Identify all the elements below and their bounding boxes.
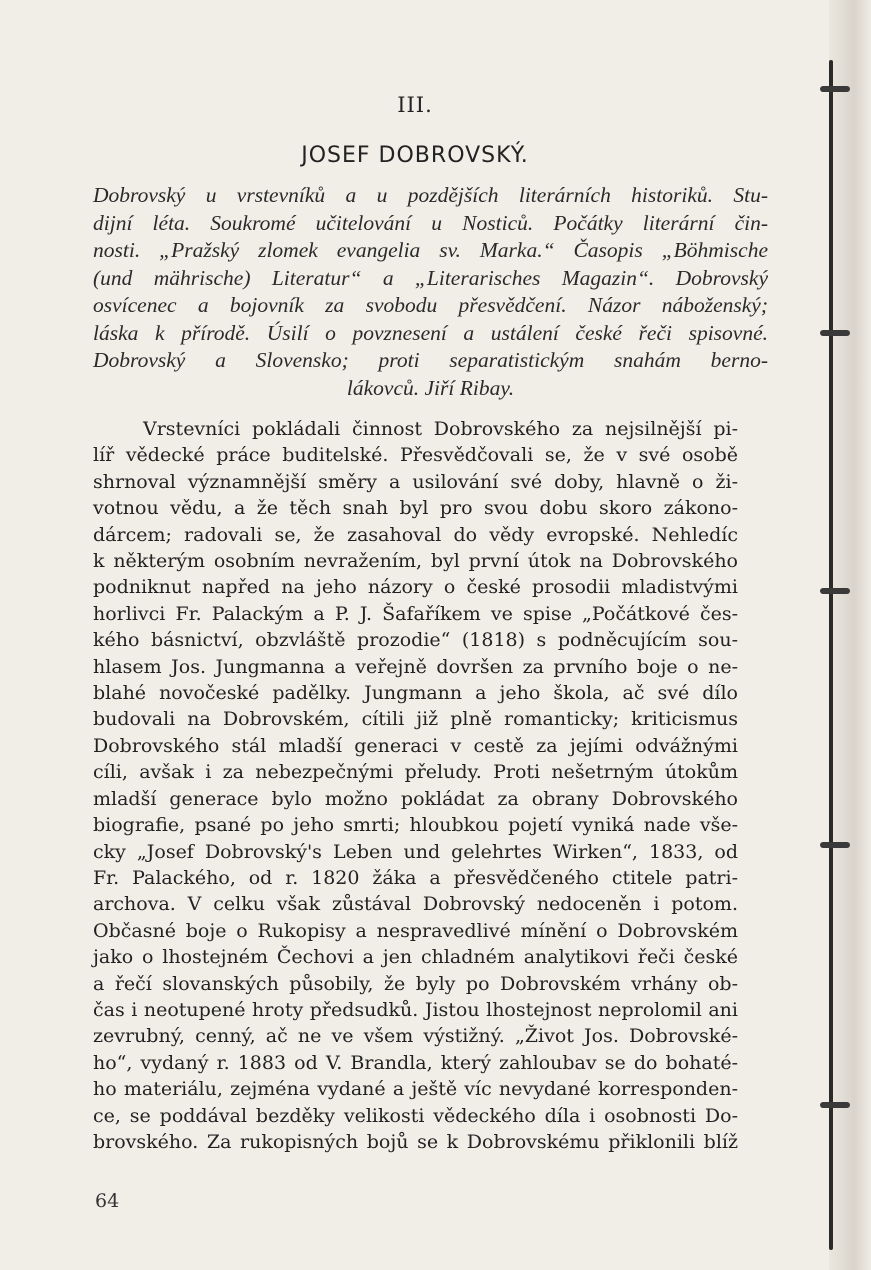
body-line: cky „Josef Dobrovský's Leben und gelehrtes Wirken“, 1833, od xyxy=(93,840,738,863)
body-line: ho“, vydaný r. 1883 od V. Brandla, který zahloubav se do bohaté- xyxy=(93,1051,738,1074)
binding-stitch xyxy=(820,86,850,92)
body-line: kého básnictví, obzvláště prozodie“ (1818) s podněcujícím sou- xyxy=(93,629,738,652)
chapter-number: III. xyxy=(397,93,433,117)
abstract-line: nosti. „Pražský zlomek evangelia sv. Marka.“ Časopis „Böhmische xyxy=(93,238,768,262)
body-line: a řečí slovanských působily, že byly po Dobrovském vrhány ob- xyxy=(93,972,738,995)
body-line: hlasem Jos. Jungmanna a veřejně dovršen za prvního boje o ne- xyxy=(93,655,738,678)
body-line: cíli, avšak i za nebezpečnými přeludy. Proti nešetrným útokům xyxy=(93,761,738,784)
abstract-line: (und mährische) Literatur“ a „Literarisches Magazin“. Dobrovský xyxy=(93,265,768,290)
body-line: Vrstevníci pokládali činnost Dobrovského za nejsilnější pi- xyxy=(143,418,738,440)
body-line: archova. V celku však zůstával Dobrovský nedoceněn i potom. xyxy=(93,893,738,916)
page-edge xyxy=(829,0,871,1270)
page-number: 64 xyxy=(95,1190,120,1212)
body-line: blahé novočeské padělky. Jungmann a jeho škola, ač své dílo xyxy=(93,682,738,705)
body-line: ho materiálu, zejména vydané a ještě víc nevydané korresponden- xyxy=(93,1078,738,1101)
body-line: Fr. Palackého, od r. 1820 žáka a přesvědčeného ctitele patri- xyxy=(93,866,738,889)
abstract-line: lákovců. Jiří Ribay. xyxy=(346,375,515,400)
binding-stitch xyxy=(820,588,850,594)
body-line: Občasné boje o Rukopisy a nespravedlivé mínění o Dobrovském xyxy=(93,919,738,942)
abstract-line: Dobrovský u vrstevníků a u pozdějších literárních historiků. Stu- xyxy=(93,183,768,207)
binding-stitch xyxy=(820,330,850,336)
chapter-title: JOSEF DOBROVSKÝ. xyxy=(301,143,529,168)
body-line: biografie, psané po jeho smrti; hloubkou pojetí vyniká nade vše- xyxy=(93,814,738,837)
binding-line xyxy=(829,60,833,1250)
abstract-line: osvícenec a bojovník za svobodu přesvědčení. Názor náboženský; xyxy=(93,293,768,317)
body-line: horlivci Fr. Palackým a P. J. Šafaříkem ve spise „Počátkové čes- xyxy=(93,602,738,625)
body-line: podniknut napřed na jeho názory o české prosodii mladistvými xyxy=(93,576,738,599)
body-line: mladší generace bylo možno pokládat za obrany Dobrovského xyxy=(93,787,738,810)
body-line: shrnoval významnější směry a usilování své doby, hlavně o ži- xyxy=(93,470,738,493)
abstract-line: Dobrovský a Slovensko; proti separatistickým snahám berno- xyxy=(93,348,768,372)
body-line: Dobrovského stál mladší generaci v cestě za jejími odvážnými xyxy=(93,734,738,757)
body-line: votnou vědu, a že těch snah byl pro svou dobu skoro zákono- xyxy=(93,497,738,520)
binding-stitch xyxy=(820,1102,850,1108)
chapter-abstract xyxy=(93,182,768,402)
body-line: brovského. Za rukopisných bojů se k Dobrovskému přiklonili blíž xyxy=(93,1130,738,1153)
body-text xyxy=(93,416,738,1155)
body-line: zevrubný, cenný, ač ne ve všem výstižný. „Život Jos. Dobrovské- xyxy=(93,1025,738,1048)
body-line: dárcem; radovali se, že zasahoval do vědy evropské. Nehledíc xyxy=(93,523,738,546)
abstract-line: láska k přírodě. Úsilí o povznesení a ustálení české řeči spisovné. xyxy=(93,320,768,345)
abstract-line: dijní léta. Soukromé učitelování u Nosticů. Počátky literární čin- xyxy=(93,210,768,235)
body-line: ce, se poddával bezděky velikosti vědeckého díla i osobnosti Do- xyxy=(93,1104,738,1127)
body-line: k některým osobním nevražením, byl první útok na Dobrovského xyxy=(93,550,738,573)
body-line: jako o lhostejném Čechovi a jen chladném analytikovi řeči české xyxy=(93,946,738,969)
body-line: čas i neotupené hroty předsudků. Jistou lhostejnost neprolomil ani xyxy=(93,998,738,1021)
body-line: budovali na Dobrovském, cítili již plně romanticky; kriticismus xyxy=(93,708,738,731)
binding-stitch xyxy=(820,842,850,848)
body-line: líř vědecké práce buditelské. Přesvědčovali se, že v své osobě xyxy=(93,444,738,467)
